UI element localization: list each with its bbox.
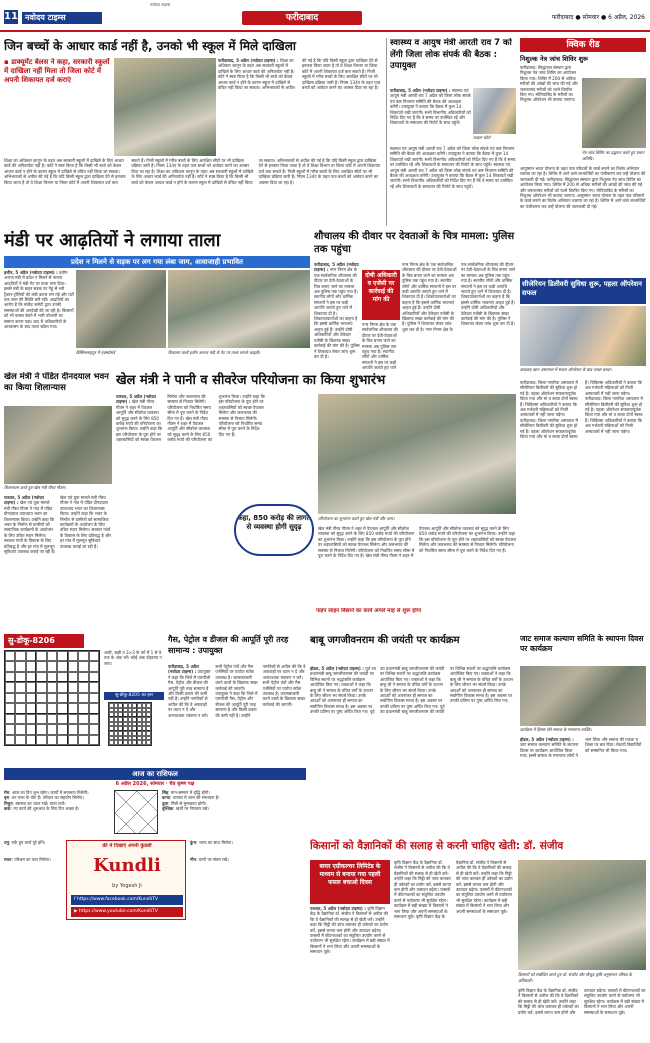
caption-hospital: बादशाह खान अस्पताल में सफल ऑपरेशन के बाद जच्चा-बच्चा। [520,367,612,372]
body-jat [520,737,646,834]
quick-read [520,38,646,378]
body-kisan-text-2: कृषि विज्ञान केंद्र के वैज्ञानिक डॉ. संजीव ने किसानों से अपील की कि वे वैज्ञानिकों की सलाह से ही खेती करें। उन्होंने कहा कि मिट्टी की जांच कराकर ही उर्वरकों का प्रयोग करें, इससे लागत कम होगी और उत्पादन बढ़ेगा। फसलों में कीटनाशकों का संतुलित उपयोग करने से पर्यावरण भी सुरक्षित रहेगा। कार्यक्रम में बड़ी संख्या में किसानों ने भाग लिया और अपनी समस्याओं के समाधान पूछे। [394,860,452,920]
sudoku-cell[interactable] [26,651,36,661]
box-kisan-text: बायर एग्रीकल्चर लिमिटेड के माध्यम से बनाया गया पहली फसल बचाओ दिवस [319,863,381,886]
body-arti-3: स्वास्थ्य एवं आयुष मंत्री आरती राव 7 अप्रैल को जिला लोक संपर्क एवं कष्ट निवारण समिति की बैठक की अध्यक्षता करेंगी। उपायुक्त ने बताया कि बैठक में कुल 14 शिकायतें रखी जाएंगी। सभी विभागीय अधिकारियों को निर्देश दिए गए हैं कि वे समय पर उपस्थित रहें और शिकायतों के समाधान की रिपोर्ट के साथ पहुंचें। [390,162,514,189]
photo-mandi-2 [168,270,310,348]
story-aadhaar [4,38,382,226]
headline-khel1: खेल मंत्री ने पंडित दीनदयाल भवन का किया शिलान्यास [4,372,109,393]
body-babu-text-3: पूर्व उप प्रधानमंत्री बाबू जगजीवनराम की जयंती पर विभिन्न स्थानों पर श्रद्धांजलि कार्यक्रम आयोजित किए गए। वक्ताओं ने कहा कि बाबू जी ने समाज के वंचित वर्गों के उत्थान के लिए जीवन भर संघर्ष किया। उनके आदर्शों को अपनाकर ही समाज का सर्वांगीण विकास संभव है। इस अवसर पर उनकी प्रतिमा पर पुष्प अर्पित किए गए। [380,666,513,715]
city-banner [242,11,362,25]
paper-name: नवोदय टाइम्स [25,13,66,22]
sudoku-cell[interactable] [26,661,36,671]
story-khel2 [116,372,516,630]
sudoku-cell[interactable] [57,672,67,682]
sudoku-cell[interactable] [26,672,36,682]
byline-mandi: हथीन, 5 अप्रैल (नवोदय टाइम्स) : [4,270,58,275]
sudoku-cell[interactable] [36,682,46,692]
story-gas [168,634,306,764]
body-arti: स्वास्थ्य एवं आयुष मंत्री आरती राव 7 अप्रैल को जिला लोक संपर्क एवं कष्ट निवारण समिति की बैठक की अध्यक्षता करेंगी। उपायुक्त ने बताया कि बैठक में कुल 14 शिकायतें रखी जाएंगी। सभी विभागीय अधिकारियों को निर्देश दिए गए हैं कि वे समय पर उपस्थित रहें और शिकायतों के समाधान की रिपोर्ट के साथ पहुंचें। [390,88,471,126]
sudoku-cell[interactable] [5,735,15,745]
story-khel1 [4,372,112,630]
body-kisan-2 [394,860,514,1038]
headline-babu: बाबू जगजीवनराम की जयंती पर कार्यक्रम [310,635,460,646]
body-aadhaar-3: शिक्षा का अधिकार कानून के तहत अब सरकारी स्कूलों में दाखिले के लिए आधार कार्ड की अनिवार्यता नहीं है। कोर्ट ने स्पष्ट किया है कि किसी भी बच्चे को केवल आधार कार्ड न होने के कारण स्कूल में दाखिले से वंचित नहीं किया जा सकता। अभिभावकों से अपील की गई है कि यदि किसी स्कूल द्वारा दाखिला देने से इनकार किया जाता है तो वे शिक्षा विभाग या जिला कोर्ट में अपनी शिकायत दर्ज करा सकते हैं। निजी स्कूलों में गरीब बच्चों के लिए आरक्षित सीटों पर भी दाखिला प्रक्रिया जारी है। नियम 134ए के तहत पात्र बच्चों को आवेदन करने का अवसर दिया जा रहा है। [131,158,381,185]
sudoku-cell[interactable] [26,714,36,724]
sign-taurus: वृष: धन लाभ के योग हैं। परिवार का सहयोग मिलेगा। [4,795,84,801]
sudoku-answer-label-text: सु-डोकू-8205 का हल [115,693,153,698]
sudoku-cell[interactable] [78,735,88,745]
headline-kisan: किसानों को वैज्ञानिकों की सलाह से करनी चाहिए खेती: डॉ. संजीव [310,840,564,852]
sudoku-cell[interactable] [26,703,36,713]
kundli-brand: Kundli [93,855,161,876]
quick-read-item1-head: निशुल्क नेत्र जांच शिविर शुरू [520,55,589,63]
pull-quote-khel2-text: कहा, 850 करोड़ की लागत से व्यवस्था होगी सुदृढ़ [237,514,311,531]
kundli-sub: by Yogesh Ji [112,883,142,889]
sudoku-cell[interactable] [68,651,78,661]
paper-logo [22,12,102,24]
body-babu-text-2: पूर्व उप प्रधानमंत्री बाबू जगजीवनराम की जयंती पर विभिन्न स्थानों पर श्रद्धांजलि कार्यक्रम आयोजित किए गए। वक्ताओं ने कहा कि बाबू जी ने समाज के वंचित वर्गों के उत्थान के लिए जीवन भर संघर्ष किया। उनके आदर्शों को अपनाकर ही समाज का सर्वांगीण विकास संभव है। इस अवसर पर उनकी प्रतिमा पर पुष्प अर्पित किए गए। [369,666,445,715]
body-babu [310,666,516,834]
body-toilet-text-4: नगर निगम क्षेत्र के एक सार्वजनिक शौचालय की दीवार पर देवी-देवताओं के चित्र बनाए जाने का मामला अब पुलिस तक पहुंच गया है। स्थानीय लोगों और धार्मिक संगठनों ने इस पर कड़ी आपत्ति जताते हुए थाने में शिकायत दी है। शिकायतकर्ताओं का कहना है कि इससे धार्मिक भावनाएं आहत हुई हैं। उन्होंने दोषी अधिकारियों और ठेकेदार एजेंसी के खिलाफ सख्त कार्रवाई की मांग की है। पुलिस ने शिकायत लेकर जांच शुरू कर दी है। [425,262,516,332]
sudoku-cell[interactable] [5,693,15,703]
sudoku-cell[interactable] [5,724,15,734]
edition-date: 6 अप्रैल, 2026 [608,14,645,21]
body-khel2-text-3: खेल मंत्री गौरव गौतम ने शहर में पेयजल आपूर्ति और सीवरेज व्यवस्था को सुदृढ़ करने के लिए 850 करोड़ रुपये की परियोजना का शुभारंभ किया। उन्होंने कहा कि इस परियोजना के पूरा होने पर शहरवासियों को स्वच्छ पेयजल मिलेगा और जलभराव की समस्या से निजात मिलेगी। परियोजना को निर्धारित समय सीमा में पूरा करने के निर्देश दिए गए हैं। [318,526,415,559]
sudoku-cell[interactable] [78,682,88,692]
edition-day: सोमवार [582,14,600,21]
sudoku-cell[interactable] [26,693,36,703]
bullet-aadhaar-text: डाक्यूमेंट बेलस ने कहा, सरकारी स्कूलों में दाखिला नहीं मिला तो जिला कोर्ट में अपनी शिकायत दर्ज कराएं [4,58,110,84]
sudoku-cell [146,740,151,745]
horoscope-list-right [162,790,306,838]
sign-capricorn: मकर: परिश्रम का फल मिलेगा। [4,857,51,863]
horoscope-title-text: आज का राशिफल [132,770,178,778]
quick-read-item3-text: फरीदाबाद। जिला नागरिक अस्पताल में सीजेरियन डिलीवरी की सुविधा शुरू हो गई है। पहला ऑपरेशन सफलतापूर्वक किया गया और मां व बच्चा दोनों स्वस्थ हैं। चिकित्सा अधिकारियों ने बताया कि अब गर्भवती महिलाओं को निजी अस्पतालों में नहीं जाना पड़ेगा। [520,380,578,418]
body-kisan-text-3: कृषि विज्ञान केंद्र के वैज्ञानिक डॉ. संजीव ने किसानों से अपील की कि वे वैज्ञानिकों की सलाह से ही खेती करें। उन्होंने कहा कि मिट्टी की जांच कराकर ही उर्वरकों का प्रयोग करें, इससे लागत कम होगी और उत्पादन बढ़ेगा। फसलों में कीटनाशकों का संतुलित उपयोग करने से पर्यावरण भी सुरक्षित रहेगा। कार्यक्रम में बड़ी संख्या में किसानों ने भाग लिया और अपनी समस्याओं के समाधान पूछे। [415,860,513,920]
byline-arti: फरीदाबाद, 5 अप्रैल (नवोदय टाइम्स) : [390,88,451,93]
callout-toilet [362,270,400,320]
sign-gemini: मिथुन: स्वास्थ्य का ध्यान रखें। यात्रा टालें। [4,800,66,806]
quick-read-item2-body [520,166,646,276]
sudoku-cell[interactable] [47,735,57,745]
sudoku-cell[interactable] [26,735,36,745]
quick-read-item3-text-2: फरीदाबाद। जिला नागरिक अस्पताल में सीजेरियन डिलीवरी की सुविधा शुरू हो गई है। पहला ऑपरेशन सफलतापूर्वक किया गया और मां व बच्चा दोनों स्वस्थ हैं। चिकित्सा अधिकारियों ने बताया कि अब गर्भवती महिलाओं को निजी अस्पतालों में नहीं जाना पड़ेगा। [520,380,643,440]
body-gas-text: उपायुक्त ने कहा कि जिले में एलपीजी गैस, पेट्रोल और डीजल की आपूर्ति पूरी तरह सामान्य है और किसी प्रकार की कमी नहीं है। उन्होंने नागरिकों से अपील की कि वे अफवाहों पर ध्यान न दें और अनावश्यक भंडारण न करें। सभी पेट्रोल पंपों और गैस एजेंसियों पर पर्याप्त स्टॉक उपलब्ध है। कालाबाजारी करने वालों के खिलाफ सख्त कार्रवाई की जाएगी। [168,664,258,718]
sudoku-cell[interactable] [47,651,57,661]
horoscope-date: 6 अप्रैल 2026, सोमवार · चैत्र कृष्ण पक्ष [115,781,195,787]
headline-jat: जाट समाज कल्याण समिति के स्थापना दिवस पर कार्यक्रम [520,634,644,653]
quick-read-item2-text: आयुष्मान भारत योजना के तहत पात्र परिवारों के कार्ड बनाने का विशेष अभियान चलाया जा रहा है। शिविर में आने वाले लाभार्थियों का पंजीकरण कर उन्हें योजना की जानकारी दी गई। [520,166,646,182]
sudoku-cell[interactable] [15,661,25,671]
sudoku-cell[interactable] [89,661,99,671]
quick-read-title-text: क्विक रीड [566,40,600,50]
sudoku-cell[interactable] [47,661,57,671]
sudoku-cell[interactable] [36,735,46,745]
story-jat [520,634,646,834]
byline-khel1: पलवल, 5 अप्रैल (नवोदय टाइम्स) : [4,495,44,506]
sudoku-cell[interactable] [78,724,88,734]
sudoku-cell[interactable] [78,661,88,671]
sign-libra: तुला: मित्रों से मुलाकात होगी। [162,800,207,806]
sudoku-cell[interactable] [89,735,99,745]
body-toilet-3 [402,262,516,370]
caption-mandi-2: शिवालय वालों हथीन अनाज मंडी के गेट पर ताला लगाते आढ़ती। [168,350,261,355]
quick-read-item2-more: फरीदाबाद। सिद्धाचल संस्थान द्वारा निशुल्क नेत्र जांच शिविर का आयोजन किया गया। शिविर में 200 से अधिक मरीजों की आंखों की जांच की गई और जरूरतमंद मरीजों को चश्मे वितरित किए गए। मोतियाबिंद के मरीजों का निशुल्क ऑपरेशन भी कराया जाएगा। [520,176,643,199]
horoscope [4,768,306,838]
sudoku-cell[interactable] [47,724,57,734]
kundli-link-fb[interactable] [71,895,183,905]
kundli-ad[interactable] [66,840,186,920]
byline-toilet: फरीदाबाद, 5 अप्रैल (नवोदय टाइम्स) : [314,262,359,273]
headline-mandi: मंडी पर आढ़तियों ने लगाया ताला [4,230,221,251]
horoscope-list-bottom-left [4,840,64,1038]
sudoku-cell[interactable] [68,724,78,734]
body-toilet-text-2: नगर निगम क्षेत्र के एक सार्वजनिक शौचालय की दीवार पर देवी-देवताओं के चित्र बनाए जाने का मामला अब पुलिस तक पहुंच गया है। स्थानीय लोगों और धार्मिक संगठनों ने इस पर कड़ी आपत्ति जताते हुए थाने [362,322,398,370]
body-kisan-text: कृषि विज्ञान केंद्र के वैज्ञानिक डॉ. संजीव ने किसानों से अपील की कि वे वैज्ञानिकों की सलाह से ही खेती करें। उन्होंने कहा कि मिट्टी की जांच कराकर ही उर्वरकों का प्रयोग करें, इससे लागत कम होगी और उत्पादन बढ़ेगा। फसलों में कीटनाशकों का संतुलित उपयोग करने से पर्यावरण भी सुरक्षित रहेगा। कार्यक्रम में बड़ी संख्या में किसानों ने भाग लिया और अपनी समस्याओं के समाधान पूछे। [310,906,390,955]
headline-khel2: खेल मंत्री ने पानी व सीवरेज परियोजना का किया शुभारंभ [116,373,386,388]
box-kisan [310,860,390,904]
sudoku-cell[interactable] [57,651,67,661]
story-toilet [314,230,516,370]
photo-aadhaar [114,58,216,156]
story-arti [386,38,516,226]
body-aadhaar-top [218,58,382,156]
sudoku-cell[interactable] [36,672,46,682]
sudoku-cell[interactable] [89,693,99,703]
quick-read-item1-body [520,65,580,165]
sudoku-cell[interactable] [57,703,67,713]
story-kisan [310,838,646,1038]
sudoku-cell[interactable] [89,714,99,724]
photo-arti [473,88,516,134]
photo-khel2 [318,394,516,514]
body-toilet-2 [362,322,400,370]
quick-read-item3-head [520,278,646,304]
sudoku-cell[interactable] [15,724,25,734]
photo-eye-camp [582,78,646,148]
quick-read-item2-more2: आयुष्मान भारत योजना के तहत पात्र परिवारों के कार्ड बनाने का विशेष अभियान चलाया जा रहा है। शिविर में आने वाले लाभार्थियों का पंजीकरण कर उन्हें योजना की जानकारी दी गई। [520,193,646,209]
headline-toilet: शौचालय की दीवार पर देवताओं के चित्र मामला: पुलिस तक पहुंचा [314,231,515,255]
sign-pisces: मीन: वाणी पर संयम रखें। [190,857,229,863]
body-khel2-text: खेल मंत्री गौरव गौतम ने शहर में पेयजल आपूर्ति और सीवरेज व्यवस्था को सुदृढ़ करने के लिए 850 करोड़ रुपये की परियोजना का शुभारंभ किया। उन्होंने कहा कि इस परियोजना के पूरा होने पर शहरवासियों को स्वच्छ पेयजल मिलेगा और जलभराव की समस्या से निजात मिलेगी। परियोजना को निर्धारित समय सीमा में पूरा करने के निर्देश दिए गए हैं। [116,394,211,443]
kundli-link-yt[interactable] [71,907,183,917]
kundli-link-yt-text: https://www.youtube.com/KundliTV [78,909,158,914]
kundli-section [4,840,306,1038]
sudoku-cell[interactable] [5,661,15,671]
callout-toilet-text: दोषी अधिकारी व एजेंसी पर कार्रवाई की मांग की [365,272,397,303]
sudoku-cell[interactable] [78,703,88,713]
byline-jat: होडल, 5 अप्रैल (नवोदय टाइम्स) : [520,737,574,742]
headline-arti: स्वास्थ्य व आयुष मंत्री आरती राव 7 को लेंगी जिला लोक संपर्क की बैठक : उपायुक्त [390,38,512,71]
sudoku-cell[interactable] [57,661,67,671]
kundli-tagline: फ्री में दिखाएं अपनी कुंडली [102,843,152,849]
sudoku-cell[interactable] [68,661,78,671]
sudoku-cell[interactable] [26,682,36,692]
quick-read-item3-body [520,380,646,630]
sudoku-title-text: सु-डोकू-8206 [8,636,55,645]
sudoku-cell[interactable] [89,724,99,734]
sudoku-cell[interactable] [15,682,25,692]
sudoku-cell[interactable] [36,703,46,713]
sudoku-cell[interactable] [47,682,57,692]
sudoku-cell[interactable] [57,724,67,734]
sign-sagittarius: धनु: रुके हुए कार्य पूरे होंगे। [4,840,46,845]
sudoku-cell[interactable] [5,682,15,692]
horoscope-date-text: 6 अप्रैल 2026, सोमवार [115,781,165,787]
sudoku-cell[interactable] [68,735,78,745]
body-babu-text: पूर्व उप प्रधानमंत्री बाबू जगजीवनराम की जयंती पर विभिन्न स्थानों पर श्रद्धांजलि कार्यक्रम आयोजित किए गए। वक्ताओं ने कहा कि बाबू जी ने समाज के वंचित वर्गों के उत्थान के लिए जीवन भर संघर्ष किया। उनके आदर्शों को अपनाकर ही समाज का सर्वांगीण विकास संभव है। इस अवसर पर उनकी प्रतिमा पर पुष्प अर्पित किए गए। [310,666,376,715]
sudoku-cell[interactable] [47,672,57,682]
body-arti-2: स्वास्थ्य एवं आयुष मंत्री आरती राव 7 अप्रैल को जिला लोक संपर्क एवं कष्ट निवारण समिति की बैठक की अध्यक्षता करेंगी। उपायुक्त ने बताया कि बैठक में कुल 14 शिकायतें रखी जाएंगी। सभी विभागीय अधिकारियों को निर्देश दिए गए हैं कि वे समय पर उपस्थित रहें और शिकायतों के समाधान की रिपोर्ट के साथ पहुंचें। [390,146,516,168]
caption-arti: फाइल फोटो [473,135,491,140]
body-khel1 [4,495,112,628]
sudoku-title [4,634,84,648]
body-aadhaar: शिक्षा का अधिकार कानून के तहत अब सरकारी स्कूलों में दाखिले के लिए आधार कार्ड की अनिवार्यता नहीं है। कोर्ट ने स्पष्ट किया है कि किसी भी बच्चे को केवल आधार कार्ड न होने के कारण स्कूल में दाखिले से वंचित नहीं किया जा सकता। अभिभावकों से अपील की गई है कि यदि किसी स्कूल द्वारा दाखिला देने से इनकार किया जाता है तो वे शिक्षा विभाग या जिला कोर्ट में अपनी शिकायत दर्ज करा सकते हैं। निजी स्कूलों में गरीब बच्चों के लिए आरक्षित सीटों पर भी दाखिला प्रक्रिया जारी है। नियम 134ए के तहत पात्र बच्चों को आवेदन करने का अवसर दिया जा रहा है। [218,58,381,91]
sudoku-cell[interactable] [15,703,25,713]
body-jat-text: जाट समाज कल्याण समिति के स्थापना दिवस पर कार्यक्रम आयोजित किया गया। इसमें समाज के गणमान्य लोगों ने भाग लिया और समाज की एकता व शिक्षा पर बल दिया। मेधावी विद्यार्थियों को सम्मानित भी किया गया। [520,737,642,759]
body-kisan-1 [310,906,390,1038]
sign-scorpio: वृश्चिक: खर्चों पर नियंत्रण रखें। [162,806,209,812]
caption-kisan: किसानों को संबोधित करते हुए डॉ. संजीव और मौजूद कृषि अनुसंधान परिषद के अधिकारी। [518,972,632,983]
sudoku-cell[interactable] [36,714,46,724]
body-toilet-1 [314,262,360,370]
body-kisan-text-4: कृषि विज्ञान केंद्र के वैज्ञानिक डॉ. संजीव ने किसानों से अपील की कि वे वैज्ञानिकों की सलाह से ही खेती करें। उन्होंने कहा कि मिट्टी की जांच कराकर ही उर्वरकों का प्रयोग करें, इससे लागत कम होगी और उत्पादन बढ़ेगा। फसलों में कीटनाशकों का संतुलित उपयोग करने से पर्यावरण भी सुरक्षित रहेगा। कार्यक्रम में बड़ी संख्या में किसानों ने भाग लिया और अपनी समस्याओं के समाधान पूछे। [518,988,646,1015]
kundli-logo [87,855,167,885]
sudoku-cell[interactable] [78,651,88,661]
body-khel1-text-2: खेल एवं युवा मामले मंत्री गौरव गौतम ने गांव में पंडित दीनदयाल उपाध्याय भवन का शिलान्यास किया। उन्होंने कहा कि भवन के निर्माण से ग्रामीणों को सामाजिक कार्यक्रमों के आयोजन के लिए उचित स्थान मिलेगा। सरकार गांवों के विकास के लिए प्रतिबद्ध है और हर गांव में मूलभूत सुविधाएं उपलब्ध कराई जा रही हैं। [60,495,112,549]
caption-khel2: परियोजना का शुभारंभ करते हुए खेल मंत्री और अन्य। [318,516,395,521]
sign-virgo: कन्या: व्यापार में लाभ की संभावना है। [162,795,220,801]
photo-mandi-1 [76,270,166,348]
body-khel2-right [318,526,516,606]
bullet-aadhaar: ▪ डाक्यूमेंट बेलस ने कहा, सरकारी स्कूलों में दाखिला नहीं मिला तो जिला कोर्ट में अपनी शिकायत दर्ज कराएं [4,58,110,84]
quick-read-item3-text-3: फरीदाबाद। जिला नागरिक अस्पताल में सीजेरियन डिलीवरी की सुविधा शुरू हो गई है। पहला ऑपरेशन सफलतापूर्वक किया गया और मां व बच्चा दोनों स्वस्थ हैं। चिकित्सा अधिकारियों ने बताया कि अब गर्भवती महिलाओं को निजी अस्पतालों में नहीं जाना पड़ेगा। [585,396,643,434]
sudoku-cell[interactable] [36,661,46,671]
sudoku-cell[interactable] [78,672,88,682]
body-arti-bottom [390,146,516,224]
sudoku-cell[interactable] [36,693,46,703]
sudoku-cell[interactable] [26,724,36,734]
sudoku-cell[interactable] [68,703,78,713]
body-mandi [4,270,74,370]
caption-mandi-1: बिस्मिल्लाहपुर में एक्सप्रेसवे [76,350,116,355]
horoscope-title [4,768,306,780]
photo-hospital [520,306,646,366]
sudoku-cell[interactable] [57,735,67,745]
sudoku-answer-grid [108,702,152,746]
body-toilet-text: नगर निगम क्षेत्र के एक सार्वजनिक शौचालय की दीवार पर देवी-देवताओं के चित्र बनाए जाने का मामला अब पुलिस तक पहुंच गया है। स्थानीय लोगों और धार्मिक संगठनों ने इस पर कड़ी आपत्ति जताते हुए थाने में शिकायत दी है। शिकायतकर्ताओं का कहना है कि इससे धार्मिक भावनाएं आहत हुई हैं। उन्होंने दोषी अधिकारियों और ठेकेदार एजेंसी के खिलाफ सख्त कार्रवाई की मांग की है। पुलिस ने शिकायत लेकर जांच शुरू कर दी है। [314,267,360,359]
horoscope-list-bottom-right [190,840,306,1038]
sudoku-cell[interactable] [15,651,25,661]
quick-read-item1-text: फरीदाबाद। सिद्धाचल संस्थान द्वारा निशुल्क नेत्र जांच शिविर का आयोजन किया गया। शिविर में 200 से अधिक मरीजों की आंखों की जांच की गई और जरूरतमंद मरीजों को चश्मे वितरित किए गए। मोतियाबिंद के मरीजों का निशुल्क ऑपरेशन भी कराया जाएगा। [520,65,578,103]
sudoku-cell[interactable] [57,714,67,724]
sudoku-grid[interactable] [4,650,100,746]
story-mandi [4,230,310,370]
body-toilet-text-3: नगर निगम क्षेत्र के एक सार्वजनिक शौचालय की दीवार पर देवी-देवताओं के चित्र बनाए जाने का मामला अब पुलिस तक पहुंच गया है। स्थानीय लोगों और धार्मिक संगठनों ने इस पर कड़ी आपत्ति जताते हुए थाने में शिकायत दी है। शिकायतकर्ताओं का कहना है कि इससे धार्मिक भावनाएं आहत हुई हैं। उन्होंने दोषी अधिकारियों और ठेकेदार एजेंसी के खिलाफ सख्त कार्रवाई की मांग की है। पुलिस ने शिकायत लेकर जांच शुरू कर दी है। [402,262,457,332]
sudoku-cell[interactable] [78,693,88,703]
photo-khel1 [4,406,112,484]
body-mandi-text: हथीन अनाज मंडी में प्रवेश न मिलने से नाराज आढ़तियों ने मंडी गेट पर ताला लगा दिया। इससे मंडी के बाहर सड़क पर गेहूं से भरी ट्रैक्टर-ट्रॉलियों की लंबी कतार लग गई और घंटों तक जाम की स्थिति बनी रही। आढ़तियों का आरोप है कि मार्केट कमेटी द्वारा उनकी समस्याओं की अनदेखी की जा रही है। किसानों को भी फसल बेचने में भारी परेशानी का सामना करना पड़ा। बाद में अधिकारियों के आश्वासन के बाद ताला खोला गया। [4,270,74,330]
sudoku-cell[interactable] [89,703,99,713]
masthead [0,0,650,34]
youtube-icon: ▶ [74,909,78,914]
sudoku-cell[interactable] [47,703,57,713]
sign-leo: सिंह: मान-सम्मान में वृद्धि होगी। [162,790,210,795]
byline-aadhaar: फरीदाबाद, 5 अप्रैल (नवोदय टाइम्स) : [218,58,279,63]
body-arti-left [390,88,471,144]
body-gas [168,664,306,764]
sudoku-cell[interactable] [89,672,99,682]
sudoku-rules: आड़ी, खड़ी व 3×3 के वर्ग में 1 से 9 तक के अंक भरें। कोई अंक दोहराया न जाए। [104,650,162,666]
sudoku-cell[interactable] [5,703,15,713]
sudoku-cell[interactable] [89,682,99,692]
horoscope-chart [114,790,158,834]
photo-kisan [518,860,646,970]
sudoku-cell[interactable] [5,672,15,682]
sign-aries: मेष: आज का दिन शुभ रहेगा। कार्यों में सफलता मिलेगी। [4,790,89,795]
edition-info: फरीदाबाद ● सोमवार ● 6 अप्रैल, 2026 [551,14,645,21]
body-khel2-text-4: खेल मंत्री गौरव गौतम ने शहर में पेयजल आपूर्ति और सीवरेज व्यवस्था को सुदृढ़ करने के लिए 850 करोड़ रुपये की परियोजना का शुभारंभ किया। उन्होंने कहा कि इस परियोजना के पूरा होने पर शहरवासियों को स्वच्छ पेयजल मिलेगा और जलभराव की समस्या से निजात मिलेगी। परियोजना को निर्धारित समय सीमा में पूरा करने के निर्देश दिए गए हैं। [365,526,516,559]
body-kisan-3 [518,988,646,1038]
sudoku-cell[interactable] [89,651,99,661]
sudoku-cell[interactable] [36,651,46,661]
sudoku-cell[interactable] [78,714,88,724]
caption-eye-camp: नेत्र जांच शिविर का उद्घाटन करते हुए प्रधान अतिथि। [582,150,645,161]
body-aadhaar-bottom [4,158,382,224]
sudoku-cell[interactable] [57,682,67,692]
facebook-icon: f [74,897,76,902]
story-babu [310,634,516,834]
sudoku-cell[interactable] [57,693,67,703]
masthead-rule [0,30,650,32]
headline-aadhaar: जिन बच्चों के आधार कार्ड नहीं है, उनको भी स्कूल में मिले दाखिला [4,39,296,53]
sign-cancer: कर्क: नए कार्य की शुरुआत के लिए दिन अच्छा है। [4,806,80,812]
sudoku-cell[interactable] [15,693,25,703]
sudoku-cell[interactable] [68,682,78,692]
sudoku-cell[interactable] [68,672,78,682]
sudoku-cell[interactable] [5,651,15,661]
byline-kisan: पलवल, 5 अप्रैल (नवोदय टाइम्स) : [310,906,366,911]
sudoku-cell[interactable] [68,693,78,703]
sudoku-cell[interactable] [15,735,25,745]
caption-jat: कार्यक्रम में हिस्सा लेते समाज के गणमान्य व्यक्ति। [520,727,592,732]
sudoku-cell[interactable] [5,714,15,724]
edition-city: फरीदाबाद [551,14,574,21]
sign-aquarius: कुंभ: भाग्य का साथ मिलेगा। [190,840,233,845]
sudoku-cell[interactable] [47,693,57,703]
city-name: फरीदाबाद [285,13,319,23]
caption-khel1: शिलान्यास करते हुए खेल मंत्री गौरव गौतम। [4,485,66,490]
byline-babu: होडल, 5 अप्रैल (नवोदय टाइम्स) : [310,666,364,671]
pull-quote-khel2 [234,504,314,556]
highlight-khel2: पाइप लाइन बिछाने का कार्य अगले माह से शुरू होगा [316,608,422,614]
sudoku-answer-label [104,692,164,700]
body-khel1-text: खेल एवं युवा मामले मंत्री गौरव गौतम ने गांव में पंडित दीनदयाल उपाध्याय भवन का शिलान्यास किया। उन्होंने कहा कि भवन के निर्माण से ग्रामीणों को सामाजिक कार्यक्रमों के आयोजन के लिए उचित स्थान मिलेगा। सरकार गांवों के विकास के लिए प्रतिबद्ध है और हर गांव में मूलभूत सुविधाएं उपलब्ध कराई जा रही हैं। [4,500,56,555]
quick-read-item3-head-text: सीजेरियन डिलीवरी सुविधा शुरू, पहला ऑपरेशन सफल [522,280,642,297]
byline-khel2: पलवल, 5 अप्रैल (नवोदय टाइम्स) : [116,394,156,405]
sudoku-cell[interactable] [47,714,57,724]
edition-small: नवोदय टाइम्स [150,2,171,7]
horoscope-subtitle: चैत्र कृष्ण पक्ष [169,781,195,787]
horoscope-chart-svg [115,791,158,834]
sudoku-cell[interactable] [15,714,25,724]
sudoku-cell[interactable] [36,724,46,734]
headline-gas: गैस, पेट्रोल व डीजल की आपूर्ति पूरी तरह सामान्य : उपायुक्त [168,635,289,655]
sudoku-block [4,634,164,764]
page-number-text: 11 [4,11,18,22]
horoscope-list-left [4,790,112,838]
subhead-mandi: प्रदेश न मिलने से सड़क पर लग गया लंबा जाम, आवाजाही प्रभावित [4,256,310,268]
quick-read-title [520,38,646,52]
page-number [4,10,18,24]
byline-gas: फरीदाबाद, 5 अप्रैल (नवोदय टाइम्स) : [168,664,199,675]
body-khel2-text-2: खेल मंत्री गौरव गौतम ने शहर में पेयजल आपूर्ति और सीवरेज व्यवस्था को सुदृढ़ करने के लिए 850 करोड़ रुपये की परियोजना का शुभारंभ किया। उन्होंने कहा कि इस परियोजना के पूरा होने पर शहरवासियों को स्वच्छ पेयजल मिलेगा और जलभराव की समस्या से निजात मिलेगी। परियोजना को निर्धारित समय सीमा में पूरा करने के निर्देश दिए गए हैं। [167,394,265,443]
body-aadhaar-2: शिक्षा का अधिकार कानून के तहत अब सरकारी स्कूलों में दाखिले के लिए आधार कार्ड की अनिवार्यता नहीं है। कोर्ट ने स्पष्ट किया है कि किसी भी बच्चे को केवल आधार कार्ड न होने के कारण स्कूल में दाखिले से वंचित नहीं किया जा सकता। अभिभावकों से अपील की गई है कि यदि किसी स्कूल द्वारा दाखिला देने से इनकार किया जाता है तो वे शिक्षा विभाग या जिला कोर्ट में अपनी शिकायत दर्ज करा सकते हैं। निजी स्कूलों में गरीब बच्चों के लिए आरक्षित सीटों पर भी दाखिला प्रक्रिया जारी है। नियम 134ए के तहत पात्र बच्चों को आवेदन करने का अवसर दिया जा रहा है। [4,158,250,185]
photo-jat [520,666,646,726]
kundli-link-fb-text: https://www.facebook.com/KundliTV [77,897,158,902]
body-gas-text-2: उपायुक्त ने कहा कि जिले में एलपीजी गैस, पेट्रोल और डीजल की आपूर्ति पूरी तरह सामान्य है और किसी प्रकार की कमी नहीं है। उन्होंने नागरिकों से अपील की कि वे अफवाहों पर ध्यान न दें और अनावश्यक भंडारण न करें। सभी पेट्रोल पंपों और गैस एजेंसियों पर पर्याप्त स्टॉक उपलब्ध है। कालाबाजारी करने वालों के खिलाफ सख्त कार्रवाई की जाएगी। [215,664,306,718]
sudoku-cell[interactable] [68,714,78,724]
sudoku-cell[interactable] [15,672,25,682]
